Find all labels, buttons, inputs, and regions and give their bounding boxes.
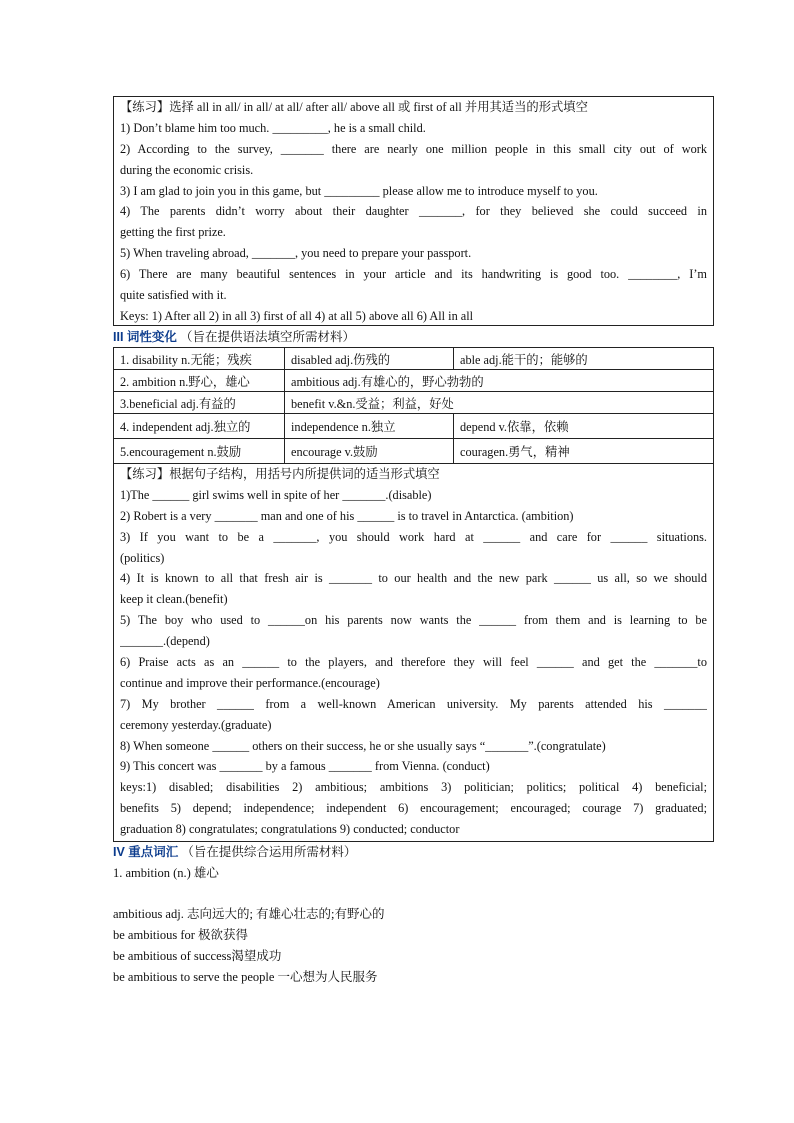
exercise-2-keys: benefits 5) depend; independence; independent 6) encouragement; encouraged; courage 7) graduated; [120, 801, 707, 816]
exercise-1-keys: Keys: 1) After all 2) in all 3) first of all 4) at all 5) above all 6) All in all [120, 308, 474, 323]
exercise-2-keys: keys:1) disabled; disabilities 2) ambitious; ambitions 3) politician; politics; political 4) beneficial; [120, 780, 707, 795]
table-cell: depend v.依靠，依赖 [454, 414, 714, 439]
vocab-note-line: ambitious adj. 志向远大的; 有雄心壮志的;有野心的 [113, 907, 385, 921]
exercise-2-line: _______.(depend) [120, 634, 210, 649]
exercise-2-line: 4) It is known to all that fresh air is _______ to our health and the new park ______ us all, so we should [120, 571, 707, 586]
table-row [114, 414, 714, 439]
table-row [114, 439, 714, 464]
exercise-1-line: 5) When traveling abroad, _______, you need to prepare your passport. [120, 246, 472, 261]
exercise-box-2 [113, 464, 714, 842]
table-cell: disabled adj.伤残的 [285, 348, 454, 370]
vocab-entry: 1. ambition (n.) 雄心 [113, 866, 219, 880]
vocab-note-line: be ambitious to serve the people 一心想为人民服务 [113, 970, 378, 984]
exercise-2-line: keep it clean.(benefit) [120, 592, 228, 607]
exercise-1-line: 2) According to the survey, _______ there are nearly one million people in this small city out of work [120, 141, 707, 156]
exercise-1-line: 1) Don’t blame him too much. _________, he is a small child. [120, 120, 426, 135]
exercise-1-title: 【练习】选择 all in all/ in all/ at all/ after all/ above all 或 first of all 并用其适当的形式填空 [120, 100, 588, 114]
table-cell: couragen.勇气，精神 [454, 439, 714, 464]
table-cell: encourage v.鼓励 [285, 439, 454, 464]
table-cell: 1. disability n.无能；残疾 [114, 348, 285, 370]
exercise-2-line: 8) When someone ______ others on their success, he or she usually says “_______”.(congratulate) [120, 738, 606, 753]
section-3-note: （旨在提供语法填空所需材料） [180, 330, 356, 344]
exercise-2-line: (politics) [120, 550, 165, 565]
section-4-title: IV 重点词汇 [113, 845, 179, 859]
exercise-2-line: ceremony yesterday.(graduate) [120, 717, 272, 732]
exercise-2-line: 9) This concert was _______ by a famous _______ from Vienna. (conduct) [120, 759, 490, 774]
section-3-heading [113, 327, 355, 347]
table-cell: 3.beneficial adj.有益的 [114, 392, 285, 414]
exercise-1-line: getting the first prize. [120, 225, 226, 240]
table-cell: 2. ambition n.野心，雄心 [114, 370, 285, 392]
exercise-2-keys: graduation 8) congratulates; congratulations 9) conducted; conductor [120, 822, 460, 837]
exercise-2-line: 3) If you want to be a _______, you should work hard at ______ and care for ______ situations. [120, 529, 707, 544]
table-row [114, 348, 714, 370]
table-row [114, 370, 714, 392]
exercise-2-title: 【练习】根据句子结构，用括号内所提供词的适当形式填空 [120, 467, 440, 481]
exercise-2-line: continue and improve their performance.(encourage) [120, 675, 380, 690]
exercise-1-line: 3) I am glad to join you in this game, but _________ please allow me to introduce myself to you. [120, 183, 598, 198]
table-cell: 5.encouragement n.鼓励 [114, 439, 285, 464]
exercise-2-line: 1)The ______ girl swims well in spite of her _______.(disable) [120, 487, 432, 502]
vocab-note-line: be ambitious for 极欲获得 [113, 928, 249, 942]
exercise-1-line: 4) The parents didn’t worry about their daughter _______, for they believed she could succeed in [120, 204, 707, 219]
section-4-note: （旨在提供综合运用所需材料） [181, 845, 357, 859]
exercise-1-line: 6) There are many beautiful sentences in your article and its handwriting is good too. ________, I’m [120, 267, 707, 282]
table-cell: independence n.独立 [285, 414, 454, 439]
exercise-2-line: 5) The boy who used to ______on his parents now wants the ______ from them and is learning to be [120, 613, 707, 628]
exercise-1-line: quite satisfied with it. [120, 288, 227, 303]
table-cell: benefit v.&n.受益；利益，好处 [285, 392, 714, 414]
exercise-2-line: 2) Robert is a very _______ man and one of his ______ is to travel in Antarctica. (ambition) [120, 508, 574, 523]
exercise-2-line: 7) My brother ______ from a well-known American university. My parents attended his _______ [120, 696, 707, 711]
table-row [114, 392, 714, 414]
section-3-title: III 词性变化 [113, 330, 177, 344]
exercise-1-line: during the economic crisis. [120, 162, 254, 177]
table-cell: 4. independent adj.独立的 [114, 414, 285, 439]
table-cell: ambitious adj.有雄心的，野心勃勃的 [285, 370, 714, 392]
table-cell: able adj.能干的；能够的 [454, 348, 714, 370]
vocab-note-line: be ambitious of success渴望成功 [113, 949, 282, 963]
section-4-heading [113, 842, 356, 862]
exercise-2-line: 6) Praise acts as an ______ to the players, and therefore they will feel ______ and get the _______to [120, 655, 707, 670]
word-form-table [113, 347, 714, 464]
exercise-box-1 [113, 96, 714, 326]
